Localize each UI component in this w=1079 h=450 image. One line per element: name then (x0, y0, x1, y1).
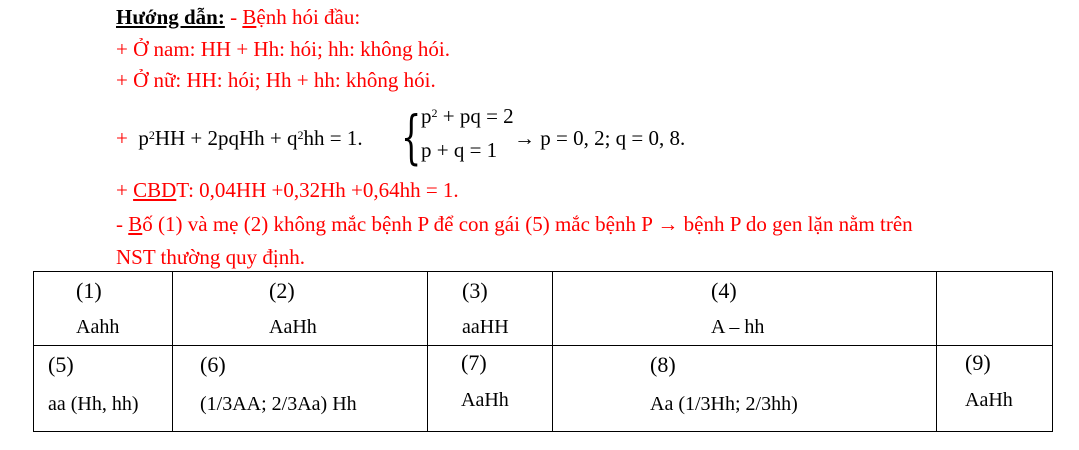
guide-heading: Hướng dẫn: (116, 5, 225, 29)
female-rule: + Ở nữ: HH: hói; Hh + hh: không hói. (116, 68, 436, 92)
intro-text: ệnh hói đầu: (256, 5, 361, 29)
equation-lhs: $p^2HH$ + 2pqHh + $q^2hh = 1$. (138, 126, 363, 150)
brace-icon: { (401, 103, 422, 171)
table-cell-empty (937, 272, 1053, 346)
genotype-table (33, 271, 1053, 432)
table-cell-6: (6) (1/3AA; 2/3Aa) Hh (173, 346, 428, 432)
table-cell-5: (5) aa (Hh, hh) (34, 346, 173, 432)
table-cell-4: (4) A – hh (553, 272, 937, 346)
hardy-weinberg-equation (116, 103, 686, 171)
male-rule: + Ở nam: HH + Hh: hói; hh: không hói. (116, 37, 451, 61)
table-cell-2: (2) AaHh (173, 272, 428, 346)
inference-line: - Bố (1) và mẹ (2) không mắc bệnh P để con gái (5) mắc bệnh P → bệnh P do gen lặn nằm trên (116, 212, 913, 236)
equation-plus: + (116, 126, 128, 150)
table-cell-7: (7) AaHh (428, 346, 553, 432)
equation-result: → p = 0, 2; q = 0, 8. (514, 126, 686, 150)
intro-first-letter: B (242, 5, 257, 29)
inference-continuation: NST thường quy định. (116, 245, 305, 269)
cbdt-label: CBD (133, 178, 177, 202)
system-line-2: p + q = 1 (421, 138, 498, 162)
table-cell-3: (3) aaHH (428, 272, 553, 346)
table-cell-8: (8) Aa (1/3Hh; 2/3hh) (553, 346, 937, 432)
guide-intro-line (116, 5, 360, 29)
table-cell-9: (9) AaHh (937, 346, 1053, 432)
table-cell-1: (1) Aahh (34, 272, 173, 346)
table-row (34, 272, 1053, 346)
system-line-1: $p^2$ + pq = 2 (421, 104, 514, 128)
table-row (34, 346, 1053, 432)
intro-dash: - (224, 5, 243, 29)
cbdt-line: + CBDT: 0,04HH +0,32Hh +0,64hh = 1. (116, 178, 459, 202)
